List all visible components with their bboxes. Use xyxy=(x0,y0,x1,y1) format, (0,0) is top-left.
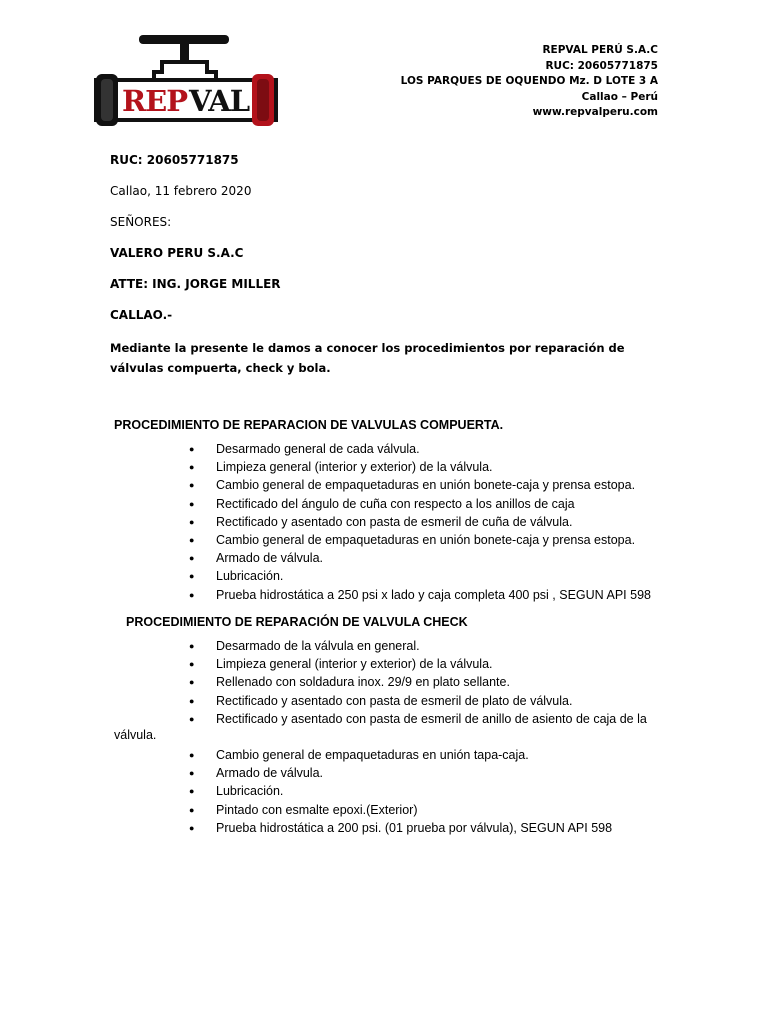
list-item: ● Desarmado de la válvula en general. xyxy=(0,637,647,655)
list-item: ● Prueba hidrostática a 200 psi. (01 prueba por válvula), SEGUN API 598 xyxy=(0,819,647,837)
bullet-icon: ● xyxy=(189,516,195,527)
bullet-icon: ● xyxy=(189,804,195,815)
letter-ruc: RUC: 20605771875 xyxy=(110,153,239,167)
letter-attention: ATTE: ING. JORGE MILLER xyxy=(110,277,281,291)
letter-salutation: SEÑORES: xyxy=(110,215,172,229)
list-item: ● Armado de válvula. xyxy=(0,549,651,567)
list-item: ● Cambio general de empaquetaduras en unión bonete-caja y prensa estopa. xyxy=(0,531,651,549)
company-address: LOS PARQUES DE OQUENDO Mz. D LOTE 3 A xyxy=(400,75,658,87)
company-info xyxy=(401,43,658,121)
bullet-icon: ● xyxy=(189,444,195,454)
list-item: ● Prueba hidrostática a 250 psi x lado y caja completa 400 psi , SEGUN API 598 xyxy=(0,586,651,604)
letter-date: Callao, 11 febrero 2020 xyxy=(110,184,252,198)
list-item: ● Rectificado del ángulo de cuña con respecto a los anillos de caja xyxy=(0,495,651,513)
letter-intro: Mediante la presente le damos a conocer los procedimientos por reparación de válvulas compuerta, check y bola. xyxy=(110,341,625,375)
logo-text-rep: REP xyxy=(122,84,188,118)
bullet-icon: ● xyxy=(189,768,195,779)
company-ruc: RUC: 20605771875 xyxy=(545,59,658,72)
bullet-icon: ● xyxy=(189,713,195,724)
list-item: ● Limpieza general (interior y exterior) de la válvula. xyxy=(0,655,647,673)
bullet-icon: ● xyxy=(189,822,195,833)
bullet-icon: ● xyxy=(189,749,195,760)
bullet-icon: ● xyxy=(189,589,195,600)
list-item: ● Armado de válvula. xyxy=(0,764,647,782)
list-item: ● Lubricación. xyxy=(0,567,651,585)
bullet-icon: ● xyxy=(189,695,195,706)
list-item: ● Rectificado y asentado con pasta de esmeril de cuña de válvula. xyxy=(0,513,651,531)
check-valve-steps xyxy=(0,637,647,837)
bullet-icon: ● xyxy=(189,659,195,670)
bullet-icon: ● xyxy=(189,462,195,473)
bullet-icon: ● xyxy=(189,641,195,651)
letter-recipient: VALERO PERU S.A.C xyxy=(110,246,244,260)
bullet-icon: ● xyxy=(189,498,195,509)
section-title-check-valve: PROCEDIMIENTO DE REPARACIÓN DE VALVULA CHECK xyxy=(126,615,468,629)
list-item: ● Cambio general de empaquetaduras en unión tapa-caja. xyxy=(0,746,647,764)
bullet-icon: ● xyxy=(189,553,195,564)
repval-logo xyxy=(92,30,280,130)
section-title-gate-valve: PROCEDIMIENTO DE REPARACION DE VALVULAS COMPUERTA. xyxy=(114,418,504,432)
list-item: ● Desarmado general de cada válvula. xyxy=(0,440,651,458)
list-item: ● Rellenado con soldadura inox. 29/9 en plato sellante. xyxy=(0,673,647,691)
logo-text-val: VAL xyxy=(189,84,250,118)
list-item: ● Limpieza general (interior y exterior) de la válvula. xyxy=(0,458,651,476)
letter-city: CALLAO.- xyxy=(110,308,173,322)
list-item: ● Rectificado y asentado con pasta de esmeril de anillo de asiento de caja de la válvula. xyxy=(114,711,647,742)
list-item: ● Pintado con esmalte epoxi.(Exterior) xyxy=(0,801,647,819)
bullet-icon: ● xyxy=(189,571,195,582)
list-item: ● Rectificado y asentado con pasta de esmeril de plato de válvula. xyxy=(0,692,647,710)
list-item: ● Lubricación. xyxy=(0,782,647,800)
bullet-icon: ● xyxy=(189,534,195,545)
company-city: Callao – Perú xyxy=(581,90,658,103)
gate-valve-steps xyxy=(0,440,651,604)
company-name: REPVAL PERÚ S.A.C xyxy=(542,44,658,56)
list-item: ● Cambio general de empaquetaduras en unión bonete-caja y prensa estopa. xyxy=(0,476,651,494)
bullet-icon: ● xyxy=(189,786,195,797)
bullet-icon: ● xyxy=(189,480,195,491)
company-website: www.repvalperu.com xyxy=(532,106,658,118)
bullet-icon: ● xyxy=(189,677,195,688)
